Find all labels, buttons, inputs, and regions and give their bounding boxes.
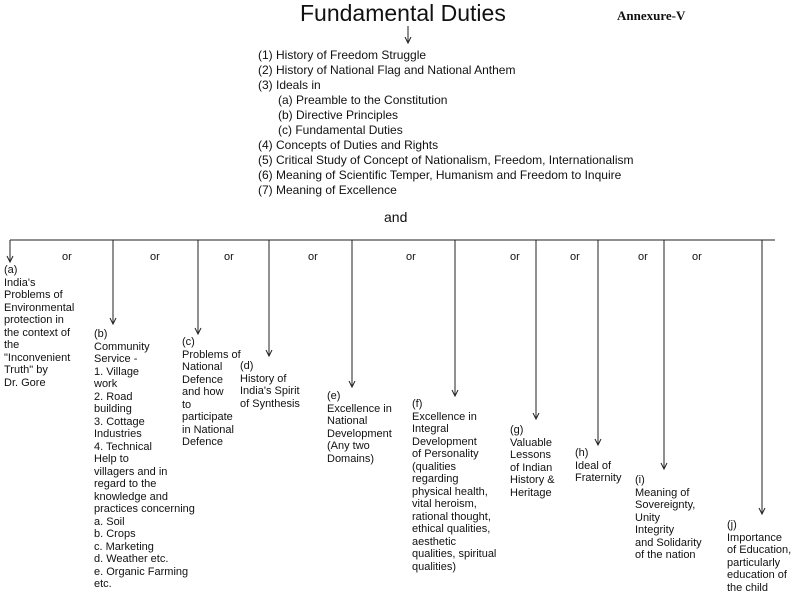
topic-item: (5) Critical Study of Concept of Nationalism, Freedom, Internationalism bbox=[258, 153, 634, 167]
or-label: or bbox=[638, 251, 648, 263]
branch-option bbox=[575, 447, 635, 485]
branch-letter: (j) bbox=[727, 519, 737, 531]
branch-option bbox=[635, 474, 727, 562]
or-label: or bbox=[406, 251, 416, 263]
topic-item: (a) Preamble to the Constitution bbox=[278, 93, 448, 107]
branch-text: Meaning of Sovereignty, Unity Integrity and Solidarity of the nation bbox=[635, 486, 702, 561]
branch-text: Valuable Lessons of Indian History & Heritage bbox=[510, 436, 555, 499]
or-label: or bbox=[510, 251, 520, 263]
branch-text: Ideal of Fraternity bbox=[575, 459, 622, 484]
branch-letter: (i) bbox=[635, 474, 645, 486]
branch-letter: (f) bbox=[412, 398, 423, 410]
branch-text: India's Problems of Environmental protection in the context of the "Inconvenient Truth" by Dr. Gore bbox=[4, 276, 75, 389]
branch-option bbox=[412, 398, 512, 573]
branch-letter: (e) bbox=[327, 390, 341, 402]
branch-option bbox=[4, 264, 104, 389]
topic-item: (6) Meaning of Scientific Temper, Humanism and Freedom to Inquire bbox=[258, 168, 622, 182]
topic-item: (3) Ideals in bbox=[258, 78, 321, 92]
and-connector-label: and bbox=[384, 209, 408, 225]
topic-item: (4) Concepts of Duties and Rights bbox=[258, 138, 439, 152]
or-label: or bbox=[150, 251, 160, 263]
branch-text: Problems of National Defence and how to participate in National Defence bbox=[182, 348, 241, 448]
or-label: or bbox=[692, 251, 702, 263]
topic-item: (c) Fundamental Duties bbox=[278, 123, 403, 137]
branch-text: Community Service - 1. Village work 2. Road building 3. Cottage Industries 4. Technical Help to villagers and in regard to the knowledge and practices concerning a. Soil b. Crops c. Marketing d. Weather etc. e. Organic Farming etc. bbox=[94, 340, 195, 590]
or-label: or bbox=[62, 251, 72, 263]
branch-option bbox=[240, 360, 320, 410]
topic-item: (1) History of Freedom Struggle bbox=[258, 48, 427, 62]
branch-text: Excellence in Integral Development of Personality (qualities regarding physical health, vital heroism, rational thought, ethical qualities, aesthetic qualities, spiritual qualities) bbox=[412, 410, 497, 573]
branch-letter: (d) bbox=[240, 360, 254, 372]
topic-item: (2) History of National Flag and National Anthem bbox=[258, 63, 516, 77]
or-label: or bbox=[308, 251, 318, 263]
topic-item: (b) Directive Principles bbox=[278, 108, 399, 122]
topic-item: (7) Meaning of Excellence bbox=[258, 183, 397, 197]
or-label: or bbox=[224, 251, 234, 263]
branch-letter: (h) bbox=[575, 447, 589, 459]
or-label: or bbox=[570, 251, 580, 263]
branch-option bbox=[327, 390, 409, 465]
branch-text: Importance of Education, particularly education of the child bbox=[727, 531, 792, 594]
branch-letter: (g) bbox=[510, 424, 524, 436]
branch-letter: (b) bbox=[94, 328, 108, 340]
annexure-label: Annexure-V bbox=[617, 8, 686, 23]
branch-option bbox=[727, 519, 800, 594]
branch-letter: (a) bbox=[4, 264, 18, 276]
branch-text: History of India's Spirit of Synthesis bbox=[240, 372, 300, 410]
branch-option bbox=[510, 424, 570, 499]
branch-letter: (c) bbox=[182, 336, 195, 348]
diagram-title: Fundamental Duties bbox=[300, 0, 506, 26]
branch-text: Excellence in National Development (Any two Domains) bbox=[327, 402, 392, 465]
